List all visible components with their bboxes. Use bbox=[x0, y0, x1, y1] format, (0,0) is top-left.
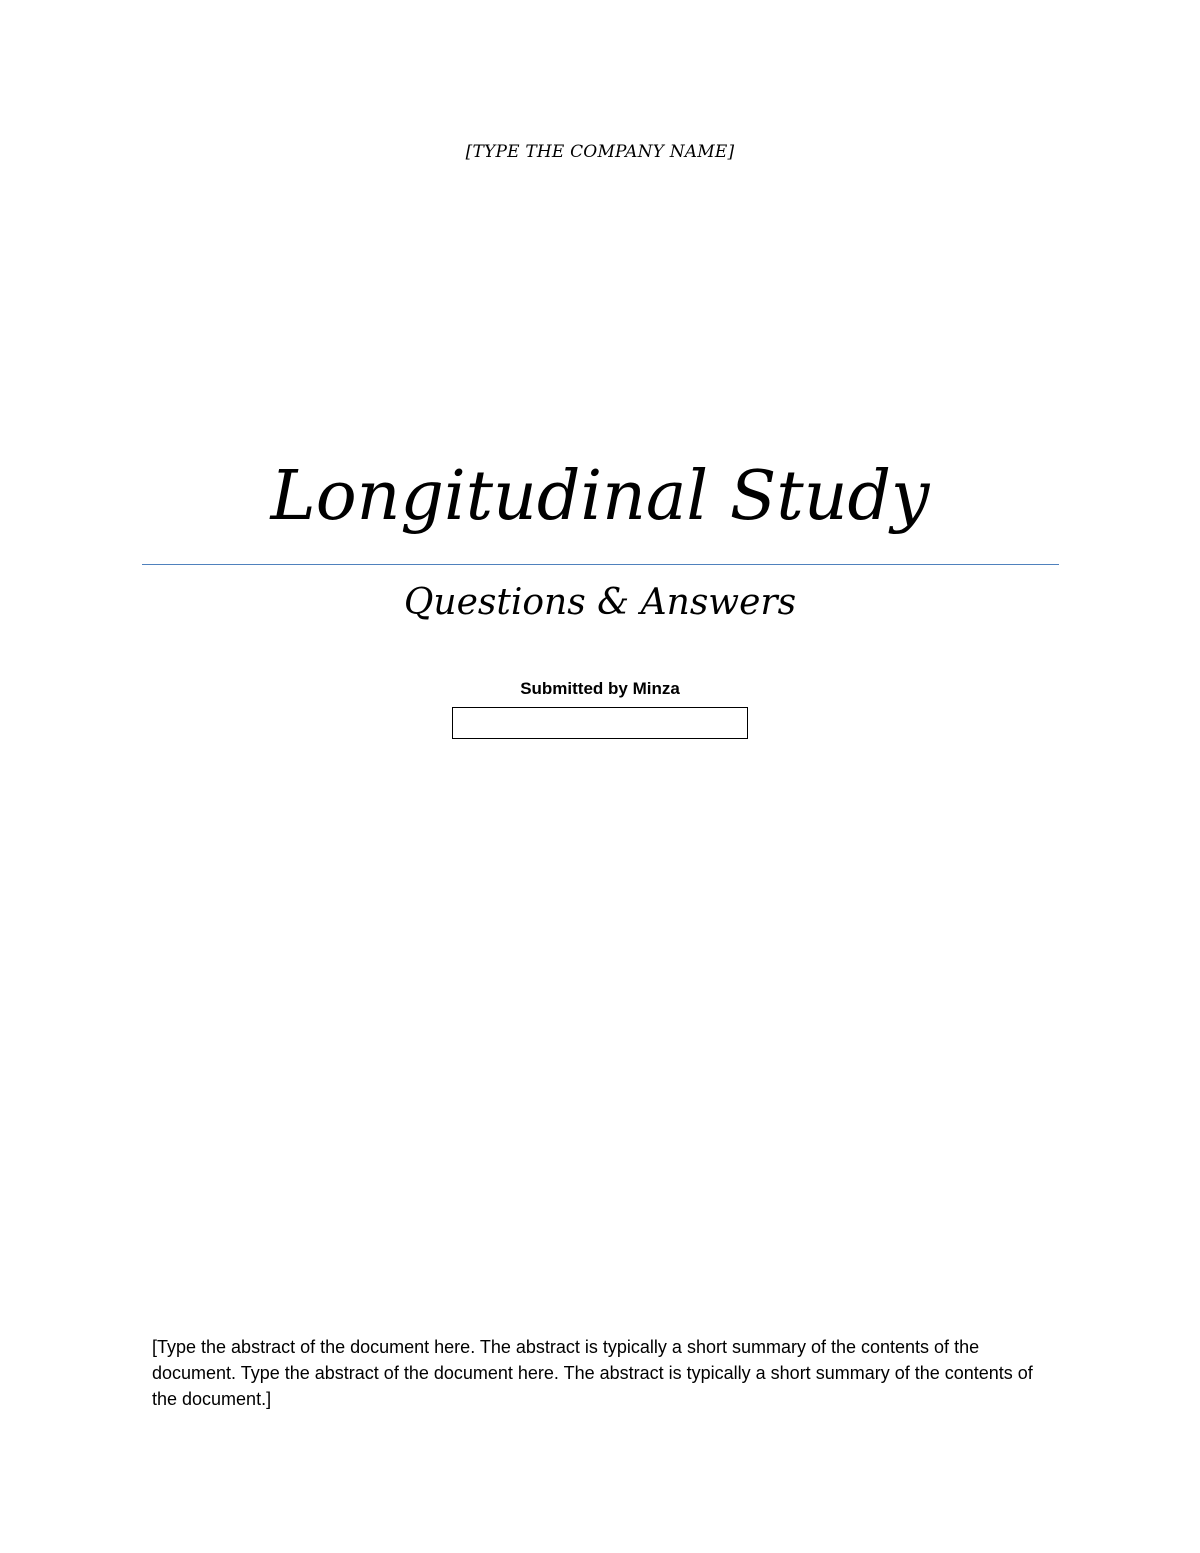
abstract-text: [Type the abstract of the document here. The abstract is typically a short summary of the contents of the document. Type the abstract of the document here. The abstract is typically a short summary of the contents of the document.] bbox=[152, 1337, 1033, 1409]
document-subtitle: Questions & Answers bbox=[403, 582, 797, 623]
name-field-box[interactable] bbox=[452, 707, 748, 739]
submitted-by: Submitted by Minza bbox=[520, 679, 680, 698]
document-title: Longitudinal Study bbox=[270, 457, 930, 536]
company-name: [TYPE THE COMPANY NAME] bbox=[465, 142, 735, 162]
title-divider bbox=[142, 564, 1059, 565]
